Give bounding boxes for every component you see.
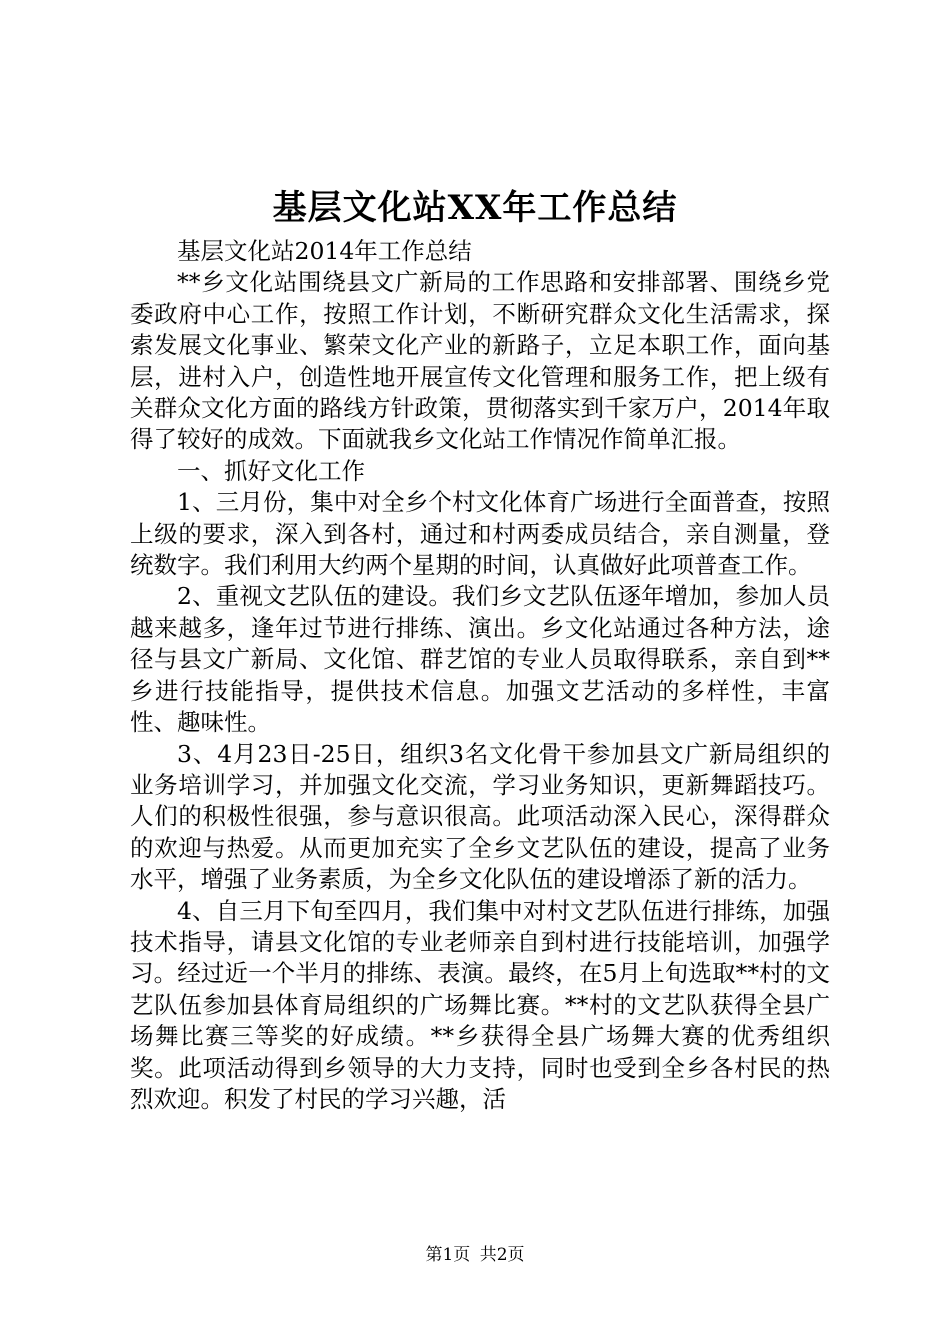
paragraph-item-4: 4、自三月下旬至四月，我们集中对村文艺队伍进行排练，加强技术指导，请县文化馆的专业老师亲自到村进行技能培训，加强学习。经过近一个半月的排练、表演。最终，在5月上旬选取**村的文艺队伍参加县体育局组织的广场舞比赛。**村的文艺队获得全县广场舞比赛三等奖的好成绩。**乡获得全县广场舞大赛的优秀组织奖。此项活动得到乡领导的大力支持，同时也受到全乡各村民的热烈欢迎。积发了村民的学习兴趣，活: [130, 896, 830, 1113]
section-heading: 一、抓好文化工作: [177, 456, 365, 485]
paragraph-item-2: 2、重视文艺队伍的建设。我们乡文艺队伍逐年增加，参加人员越来越多，逢年过节进行排练、演出。乡文化站通过各种方法，途径与县文广新局、文化馆、群艺馆的专业人员取得联系，亲自到**乡进行技能指导，提供技术信息。加强文艺活动的多样性，丰富性、趣味性。: [130, 582, 830, 737]
page-footer: [0, 1244, 950, 1266]
paragraph-item-1: 1、三月份，集中对全乡个村文化体育广场进行全面普查，按照上级的要求，深入到各村，通过和村两委成员结合，亲自测量，登统数字。我们利用大约两个星期的时间，认真做好此项普查工作。: [130, 488, 830, 580]
document-body: [130, 236, 830, 1115]
paragraph-intro: **乡文化站围绕县文广新局的工作思路和安排部署、围绕乡党委政府中心工作，按照工作计划，不断研究群众文化生活需求，探索发展文化事业、繁荣文化产业的新路子，立足本职工作，面向基层，进村入户，创造性地开展宣传文化管理和服务工作，把上级有关群众文化方面的路线方针政策，贯彻落实到千家万户，2014年取得了较好的成效。下面就我乡文化站工作情况作简单汇报。: [130, 268, 830, 454]
page-total: 共2页: [479, 1245, 525, 1265]
paragraph-subtitle: 基层文化站2014年工作总结: [177, 237, 472, 265]
page-number: 第1页: [425, 1245, 471, 1265]
paragraph-item-3: 3、4月23日-25日，组织3名文化骨干参加县文广新局组织的业务培训学习，并加强文化交流，学习业务知识，更新舞蹈技巧。人们的积极性很强，参与意识很高。此项活动深入民心，深得群众的欢迎与热爱。从而更加充实了全乡文艺队伍的建设，提高了业务水平，增强了业务素质，为全乡文化队伍的建设增添了新的活力。: [130, 739, 830, 894]
document-title: 基层文化站XX年工作总结: [272, 188, 678, 228]
